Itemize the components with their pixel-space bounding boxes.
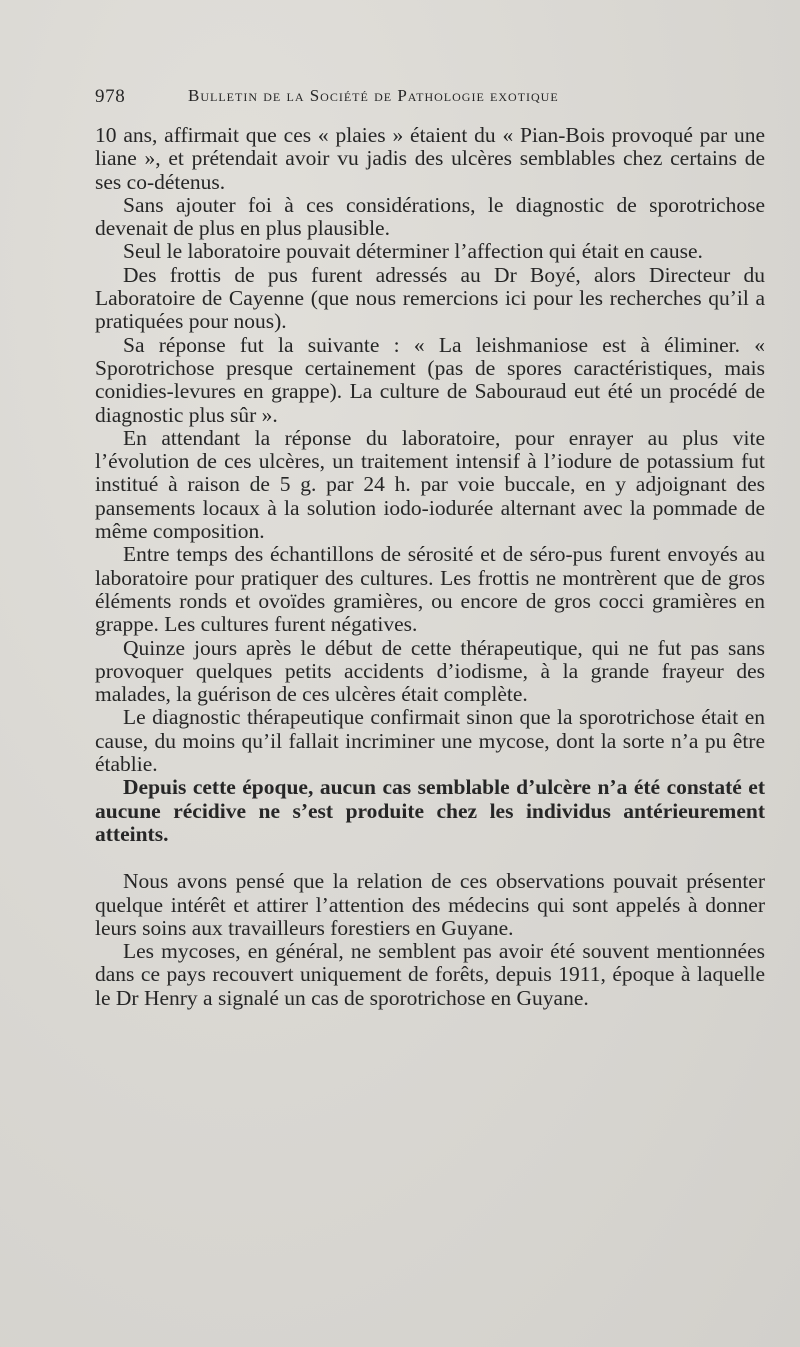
- paragraph: En attendant la réponse du laboratoire, pour enrayer au plus vite l’évolution de ces ulcères, un traitement intensif à l’iodure de potassium fut institué à raison de 5 g. par 24 h. par voie buccale, en y adjoignant des pansements locaux à la solution iodo-iodurée alternant avec la pommade de même composition.: [95, 425, 765, 544]
- page-number: 978: [95, 86, 126, 107]
- journal-title: Bulletin de la Société de Pathologie exotique: [188, 86, 559, 105]
- paragraph: Les mycoses, en général, ne semblent pas avoir été souvent mentionnées dans ce pays recouvert uniquement de forêts, depuis 1911, époque à laquelle le Dr Henry a signalé un cas de sporotrichose en Guyane.: [95, 939, 765, 1010]
- paragraph: Nous avons pensé que la relation de ces observations pouvait présenter quelque intérêt et attirer l’attention des médecins qui sont appelés à donner leurs soins aux travailleurs forestiers en Guyane.: [95, 869, 765, 940]
- paragraph: Entre temps des échantillons de sérosité et de séro-pus furent envoyés au laboratoire pour pratiquer des cultures. Les frottis ne montrèrent que de gros éléments ronds et ovoïdes gramières, ou encore de gros cocci gramières en grappe. Les cultures furent négatives.: [95, 542, 765, 637]
- paragraph: Seul le laboratoire pouvait déterminer l’affection qui était en cause.: [123, 239, 703, 264]
- paragraph: Quinze jours après le début de cette thérapeutique, qui ne fut pas sans provoquer quelques petits accidents d’iodisme, à la grande frayeur des malades, la guérison de ces ulcères était complète.: [95, 635, 765, 707]
- paragraph: Le diagnostic thérapeutique confirmait sinon que la sporotrichose était en cause, du moins qu’il fallait incriminer une mycose, dont la sorte n’a pu être établie.: [95, 705, 765, 777]
- paragraph: Des frottis de pus furent adressés au Dr Boyé, alors Directeur du Laboratoire de Cayenne (que nous remercions ici pour les recherches qu’il a pratiquées pour nous).: [95, 262, 765, 334]
- paragraph: Depuis cette époque, aucun cas semblable d’ulcère n’a été constaté et aucune récidive ne s’est produite chez les individus antérieurement atteints.: [95, 775, 765, 846]
- running-header: [95, 84, 755, 110]
- article-body: [95, 124, 765, 1010]
- paragraph: Sans ajouter foi à ces considérations, le diagnostic de sporotrichose devenait de plus en plus plausible.: [95, 192, 765, 241]
- paragraph: 10 ans, affirmait que ces « plaies » étaient du « Pian-Bois provoqué par une liane », et prétendait avoir vu jadis des ulcères semblables chez certains de ses co-détenus.: [95, 123, 765, 194]
- paragraph: Sa réponse fut la suivante : « La leishmaniose est à éliminer. « Sporotrichose presque certainement (pas de spores caractéristiques, mais conidies-levures en grappe). La culture de Sabouraud eut été un procédé de diagnostic plus sûr ».: [95, 332, 765, 427]
